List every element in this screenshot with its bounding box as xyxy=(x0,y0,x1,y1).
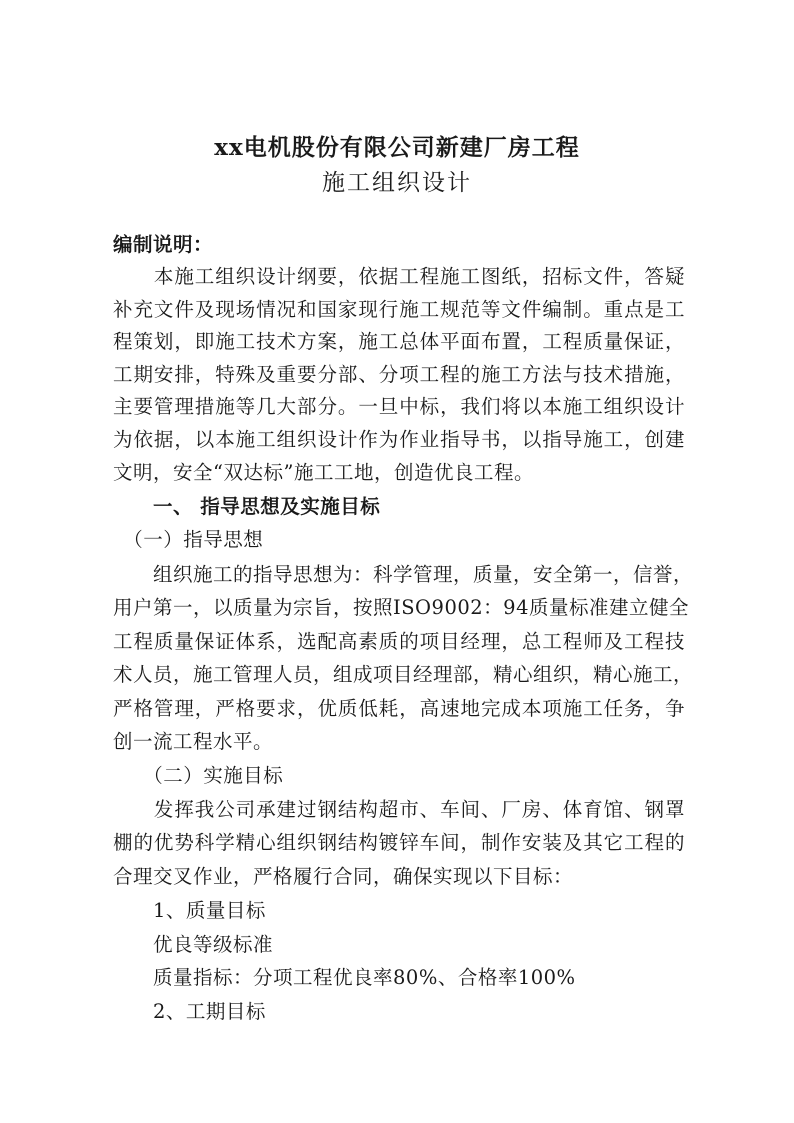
section-heading: 编制说明： xyxy=(113,233,214,256)
paragraph-line: 发挥我公司承建过钢结构超市、车间、厂房、体育馆、钢罩 xyxy=(113,798,685,821)
paragraph-line: 用户第一，以质量为宗旨，按照ISO9002：94质量标准建立健全 xyxy=(113,596,689,619)
paragraph-line: 创一流工程水平。 xyxy=(113,730,274,753)
paragraph-line: 棚的优势科学精心组织钢结构镀锌车间，制作安装及其它工程的 xyxy=(113,831,685,854)
paragraph-line: 本施工组织设计纲要，依据工程施工图纸，招标文件，答疑 xyxy=(113,265,685,288)
paragraph-line: 主要管理措施等几大部分。一旦中标，我们将以本施工组织设计 xyxy=(113,395,685,418)
heading-level1: 一、 指导思想及实施目标 xyxy=(113,495,381,518)
list-item-text: 质量指标：分项工程优良率80%、合格率100% xyxy=(113,966,576,989)
paragraph-line: 严格管理，严格要求，优质低耗，高速地完成本项施工任务，争 xyxy=(113,697,685,720)
paragraph-line: 工程质量保证体系，选配高素质的项目经理，总工程师及工程技 xyxy=(113,630,685,653)
paragraph-line: 补充文件及现场情况和国家现行施工规范等文件编制。重点是工 xyxy=(113,298,685,321)
document-subtitle: 施工组织设计 xyxy=(322,170,472,196)
paragraph-line: 文明，安全“双达标”施工工地，创造优良工程。 xyxy=(113,461,534,484)
heading-level2: （一）指导思想 xyxy=(113,528,264,551)
heading-level2: （二）实施目标 xyxy=(113,764,284,787)
paragraph-line: 工期安排，特殊及重要分部、分项工程的施工方法与技术措施， xyxy=(113,363,685,386)
paragraph-line: 组织施工的指导思想为：科学管理，质量，安全第一，信誉， xyxy=(113,563,694,586)
paragraph-line: 合理交叉作业，严格履行合同，确保实现以下目标： xyxy=(113,865,574,888)
paragraph-line: 程策划，即施工技术方案，施工总体平面布置，工程质量保证， xyxy=(113,330,685,353)
document-title: xx电机股份有限公司新建厂房工程 xyxy=(214,134,580,161)
list-item-heading: 2、工期目标 xyxy=(113,1000,266,1023)
list-item-text: 优良等级标准 xyxy=(113,933,274,956)
paragraph-line: 术人员，施工管理人员，组成项目经理部，精心组织，精心施工， xyxy=(113,663,694,686)
paragraph-line: 为依据，以本施工组织设计作为作业指导书，以指导施工，创建 xyxy=(113,428,685,451)
list-item-heading: 1、质量目标 xyxy=(113,899,266,922)
